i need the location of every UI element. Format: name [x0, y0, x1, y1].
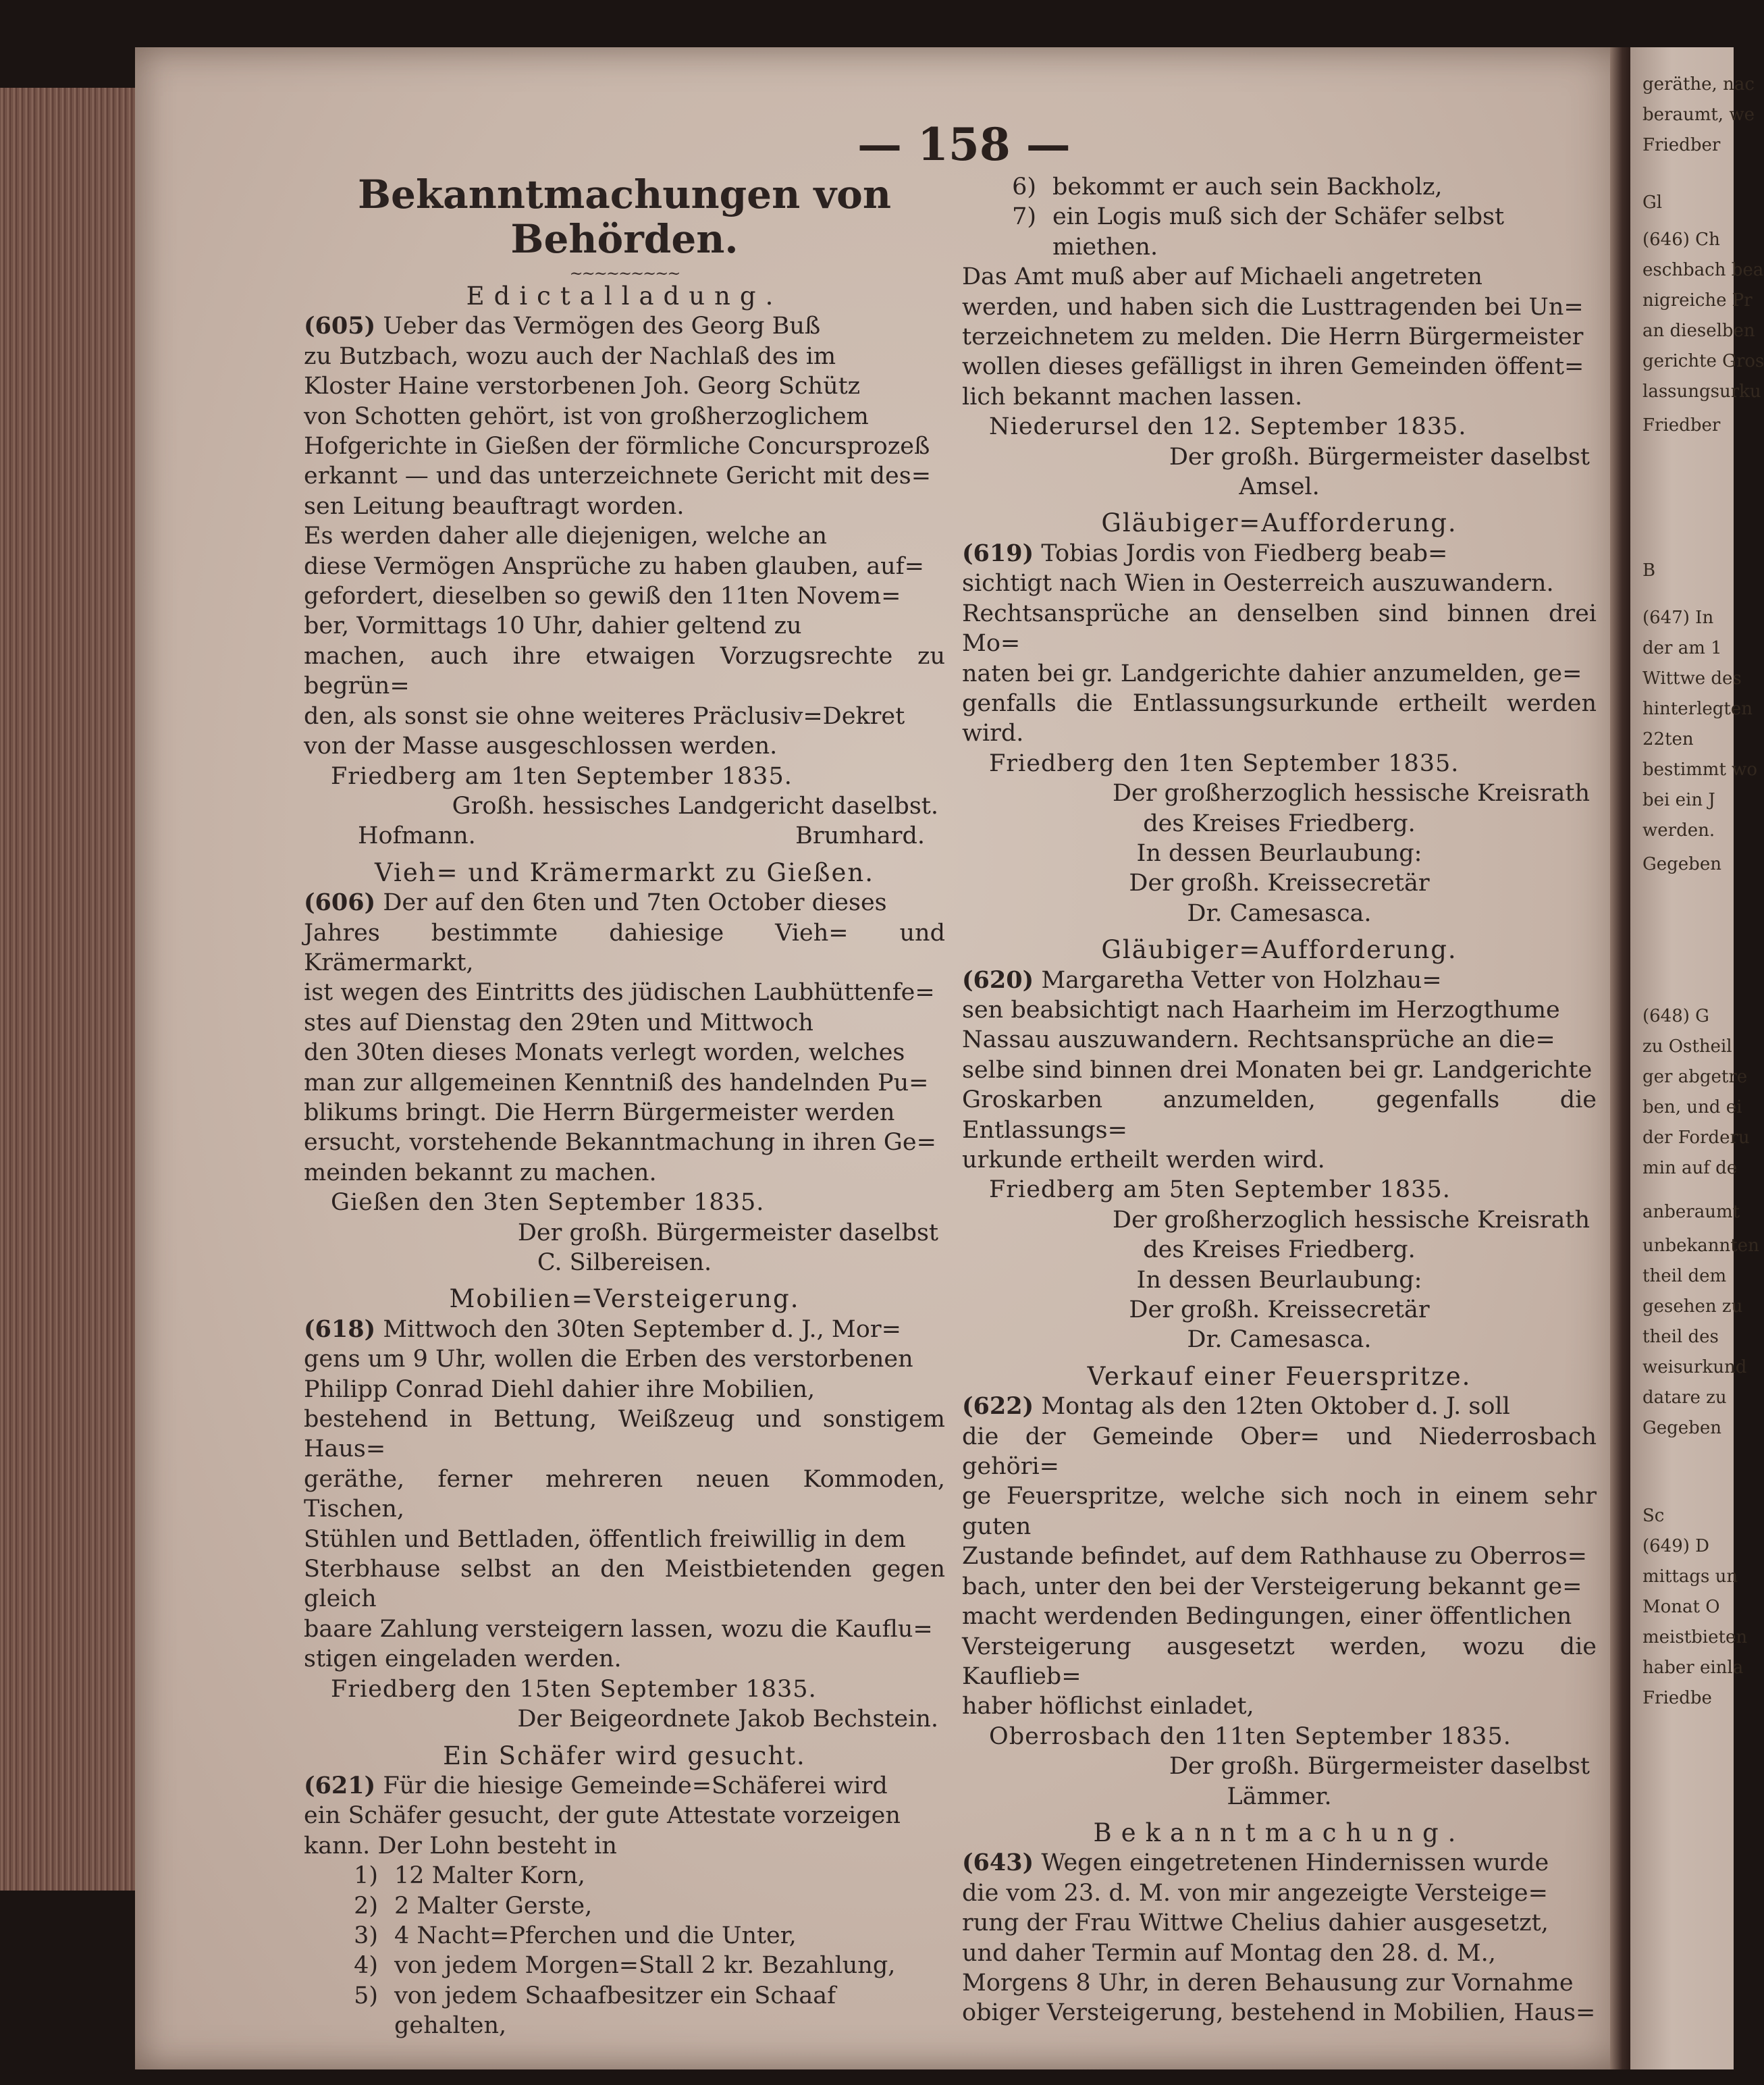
notice-signature: Der großherzoglich hessische Kreisrath: [1112, 780, 1590, 808]
next-page-text: Wittwe des: [1642, 668, 1742, 689]
next-page-text: haber einla: [1642, 1658, 1744, 1678]
text-line: Stühlen und Bettladen, öffentlich freiwillig in dem: [304, 1525, 906, 1553]
next-page-text: datare zu: [1642, 1388, 1727, 1408]
text-line: ist wegen des Eintritts des jüdischen Laubhüttenfe=: [304, 979, 935, 1007]
text-line: gens um 9 Uhr, wollen die Erben des verstorbenen: [304, 1346, 913, 1373]
list-item: 6) bekommt er auch sein Backholz,: [1012, 174, 1443, 201]
signatory-name: Hofmann.: [358, 822, 476, 850]
text-line: Kloster Haine verstorbenen Joh. Georg Schütz: [304, 373, 861, 400]
notice-605: [304, 282, 945, 851]
text-line: stigen eingeladen werden.: [304, 1645, 622, 1673]
text-line: obiger Versteigerung, bestehend in Mobilien, Haus=: [962, 1999, 1596, 2027]
text-line: wollen dieses gefälligst in ihren Gemeinden öffent=: [962, 353, 1584, 381]
notice-heading: Verkauf einer Feuerspritze.: [1087, 1361, 1472, 1391]
text-line: ersucht, vorstehende Bekanntmachung in ihren Ge=: [304, 1129, 936, 1157]
text-line: selbe sind binnen drei Monaten bei gr. Landgerichte: [962, 1056, 1593, 1084]
notice-number: (621): [304, 1771, 376, 1799]
next-page-text: der am 1: [1642, 638, 1722, 658]
text-line: meinden bekannt zu machen.: [304, 1159, 657, 1186]
text-line: bestehend in Bettung, Weißzeug und sonstigem Haus=: [304, 1406, 945, 1463]
text-line: lich bekannt machen lassen.: [962, 383, 1303, 411]
next-page-text: nigreiche Pr: [1642, 290, 1753, 311]
list-item: 7) ein Logis muß sich der Schäfer selbst miethen.: [1012, 203, 1505, 261]
notice-date: Friedberg den 1ten September 1835.: [989, 749, 1460, 777]
text-line: zu Butzbach, wozu auch der Nachlaß des im: [304, 342, 836, 370]
next-page-text: (649) D: [1642, 1536, 1710, 1556]
notice-622: [962, 1362, 1597, 1812]
text-line: Morgens 8 Uhr, in deren Behausung zur Vornahme: [962, 1969, 1574, 1997]
text-line: Zustande befindet, auf dem Rathhause zu Oberros=: [962, 1543, 1588, 1571]
next-page-text: der Forderu: [1642, 1128, 1750, 1148]
next-page-text: werden.: [1642, 820, 1715, 841]
notice-body: [962, 1392, 1597, 1721]
text-line: (620) Margaretha Vetter von Holzhau=: [962, 966, 1442, 994]
notice-body: [962, 539, 1597, 749]
left-column: [304, 172, 945, 2041]
notice-heading: Bekanntmachung.: [1093, 1818, 1466, 1847]
text-line: stes auf Dienstag den 29ten und Mittwoch: [304, 1009, 813, 1036]
notice-618: [304, 1284, 945, 1734]
signatory-name: Dr. Camesasca.: [1187, 1326, 1372, 1354]
text-line: sen beabsichtigt nach Haarheim im Herzogthume: [962, 996, 1560, 1024]
text-line: urkunde ertheilt werden wird.: [962, 1146, 1325, 1173]
notice-number: (606): [304, 889, 376, 917]
notice-619: [962, 508, 1597, 928]
list-item: 3) 4 Nacht=Pferchen und die Unter,: [354, 1922, 797, 1949]
notice-signature: des Kreises Friedberg.: [1143, 1236, 1416, 1264]
notice-heading: Ein Schäfer wird gesucht.: [443, 1741, 806, 1770]
text-line: genfalls die Entlassungsurkunde ertheilt werden wird.: [962, 689, 1597, 747]
next-page-text: ger abgetre: [1642, 1067, 1748, 1087]
notice-signature: Der großh. Bürgermeister daselbst: [517, 1219, 938, 1246]
book-gutter: [1610, 47, 1630, 2069]
notice-date: Friedberg den 15ten September 1835.: [331, 1675, 817, 1703]
text-line: ber, Vormittags 10 Uhr, dahier geltend zu: [304, 612, 802, 640]
text-line: baare Zahlung versteigern lassen, wozu die Kauflu=: [304, 1615, 933, 1643]
next-page-text: mittags un: [1642, 1566, 1738, 1587]
next-page-text: Gegeben: [1642, 1418, 1721, 1438]
notice-number: (643): [962, 1849, 1034, 1877]
notice-number: (605): [304, 312, 376, 340]
text-line: erkannt — und das unterzeichnete Gericht mit des=: [304, 463, 932, 490]
notice-signature: Der großherzoglich hessische Kreisrath: [1112, 1206, 1590, 1234]
text-line: (643) Wegen eingetretenen Hindernissen wurde: [962, 1849, 1549, 1877]
next-page-text: meistbieten: [1642, 1627, 1748, 1647]
text-line: (606) Der auf den 6ten und 7ten October dieses: [304, 889, 887, 917]
text-line: die vom 23. d. M. von mir angezeigte Versteige=: [962, 1879, 1548, 1907]
text-line: den 30ten dieses Monats verlegt worden, welches: [304, 1039, 905, 1067]
next-page-text: zu Ostheil: [1642, 1036, 1732, 1057]
notice-body: [304, 1315, 945, 1674]
text-line: (622) Montag als den 12ten Oktober d. J. soll: [962, 1392, 1510, 1421]
notice-signature: Der großh. Kreissecretär: [1129, 1296, 1430, 1324]
notice-heading: Gläubiger=Aufforderung.: [1101, 508, 1458, 538]
notice-number: (622): [962, 1392, 1034, 1421]
text-line: (619) Tobias Jordis von Fiedberg beab=: [962, 539, 1448, 567]
notice-number: (620): [962, 966, 1034, 994]
notice-body: [304, 1771, 945, 1861]
signatory-name: Lämmer.: [1227, 1783, 1332, 1810]
notice-number: (619): [962, 539, 1034, 567]
next-page-text: beraumt, we: [1642, 105, 1755, 125]
notice-621-continued: [962, 172, 1597, 502]
text-line: (605) Ueber das Vermögen des Georg Buß: [304, 312, 821, 340]
text-line: (618) Mittwoch den 30ten September d. J., Mor=: [304, 1315, 901, 1343]
notice-number: (618): [304, 1315, 376, 1343]
next-page-text: (648) G: [1642, 1006, 1709, 1026]
text-line: gefordert, dieselben so gewiß den 11ten Novem=: [304, 583, 901, 610]
signatory-name: Amsel.: [1239, 473, 1320, 501]
next-page-text: 22ten: [1642, 729, 1694, 749]
text-line: von der Masse ausgeschlossen werden.: [304, 733, 778, 760]
text-line: den, als sonst sie ohne weiteres Präclusiv=Dekret: [304, 702, 905, 730]
next-page-text: eschbach bea: [1642, 260, 1764, 280]
wage-list: [304, 1861, 945, 2040]
text-line: Nassau auszuwandern. Rechtsansprüche an die=: [962, 1026, 1555, 1054]
notice-body: [962, 262, 1597, 412]
next-page-text: an dieselben: [1642, 321, 1755, 341]
notice-signature: Der Beigeordnete Jakob Bechstein.: [517, 1706, 938, 1733]
next-page-text: unbekannten: [1642, 1236, 1759, 1256]
next-page-text: Gl: [1642, 192, 1663, 213]
text-line: die der Gemeinde Ober= und Niederrosbach gehöri=: [962, 1423, 1597, 1481]
list-item: 5) von jedem Schaafbesitzer ein Schaaf gehalten,: [354, 1982, 836, 2040]
next-page-fragment: [1630, 47, 1764, 2069]
notice-621: [304, 1741, 945, 2041]
notice-heading: Edictalladung.: [466, 282, 783, 311]
text-line: Groskarben anzumelden, gegenfalls die Entlassungs=: [962, 1086, 1597, 1144]
notice-heading: Mobilien=Versteigerung.: [449, 1284, 800, 1314]
text-line: ein Schäfer gesucht, der gute Attestate vorzeigen: [304, 1802, 901, 1830]
list-item: 2) 2 Malter Gerste,: [354, 1892, 593, 1920]
ornament-divider: ~~~~~~~~~: [569, 264, 680, 283]
signatory-names: [304, 821, 945, 851]
section-title: Bekanntmachungen von Behörden.: [358, 171, 891, 262]
next-page-text: Sc: [1642, 1506, 1665, 1526]
text-line: Rechtsansprüche an denselben sind binnen drei Mo=: [962, 600, 1597, 658]
text-line: Hofgerichte in Gießen der förmliche Concursprozeß: [304, 433, 930, 460]
text-line: bach, unter den bei der Versteigerung bekannt ge=: [962, 1573, 1582, 1600]
text-line: Jahres bestimmte dahiesige Vieh= und Krämermarkt,: [304, 919, 945, 976]
next-page-text: gerichte Gros: [1642, 351, 1764, 371]
text-line: terzeichnetem zu melden. Die Herrn Bürgermeister: [962, 323, 1584, 351]
notice-date: Gießen den 3ten September 1835.: [331, 1189, 765, 1217]
next-page-text: (647) In: [1642, 608, 1714, 628]
text-line: rung der Frau Wittwe Chelius dahier ausgesetzt,: [962, 1909, 1549, 1937]
notice-date: Oberrosbach den 11ten September 1835.: [989, 1722, 1512, 1750]
next-page-text: Friedbe: [1642, 1688, 1712, 1708]
notice-620: [962, 935, 1597, 1355]
next-page-text: ben, und ei: [1642, 1097, 1742, 1117]
text-line: man zur allgemeinen Kenntniß des handelnden Pu=: [304, 1069, 929, 1097]
text-line: blikums bringt. Die Herrn Bürgermeister werden: [304, 1099, 895, 1126]
next-page-text: bei ein J: [1642, 790, 1715, 810]
text-line: macht werdenden Bedingungen, einer öffentlichen: [962, 1603, 1572, 1631]
text-line: (621) Für die hiesige Gemeinde=Schäferei wird: [304, 1771, 888, 1799]
book-edge: [0, 88, 139, 1891]
text-line: sichtigt nach Wien in Oesterreich auszuwandern.: [962, 570, 1554, 598]
notice-body: [304, 888, 945, 1188]
page-number: — 158 —: [857, 118, 1071, 171]
text-line: Versteigerung ausgesetzt werden, wozu die Kauflieb=: [962, 1633, 1597, 1690]
notice-date: Niederursel den 12. September 1835.: [989, 413, 1467, 441]
signatory-name: Brumhard.: [795, 822, 925, 850]
text-line: haber höflichst einladet,: [962, 1693, 1254, 1720]
notice-date: Friedberg am 5ten September 1835.: [989, 1176, 1451, 1204]
text-line: von Schotten gehört, ist von großherzoglichem: [304, 402, 869, 430]
next-page-text: hinterlegten: [1642, 699, 1753, 719]
notice-signature: des Kreises Friedberg.: [1143, 810, 1416, 837]
list-item: 1) 12 Malter Korn,: [354, 1862, 585, 1890]
next-page-text: (646) Ch: [1642, 230, 1720, 250]
list-item: 4) von jedem Morgen=Stall 2 kr. Bezahlung,: [354, 1952, 896, 1980]
right-column: [962, 172, 1597, 2028]
next-page-text: Friedber: [1642, 135, 1721, 155]
next-page-text: B: [1642, 560, 1656, 581]
notice-signature: In dessen Beurlaubung:: [1136, 1266, 1422, 1294]
notice-606: [304, 858, 945, 1278]
next-page-text: gesehen zu: [1642, 1296, 1743, 1317]
notice-signature: Großh. hessisches Landgericht daselbst.: [452, 792, 938, 820]
next-page-text: anberaumt: [1642, 1202, 1740, 1222]
next-page-text: geräthe, nac: [1642, 74, 1755, 95]
next-page-text: min auf de: [1642, 1158, 1738, 1178]
next-page-text: lassungsurku: [1642, 381, 1761, 402]
next-page-text: theil des: [1642, 1327, 1719, 1347]
text-line: machen, auch ihre etwaigen Vorzugsrechte zu begrün=: [304, 642, 945, 700]
notice-date: Friedberg am 1ten September 1835.: [331, 762, 793, 790]
next-page-text: bestimmt wo: [1642, 760, 1758, 780]
text-line: diese Vermögen Ansprüche zu haben glauben, auf=: [304, 552, 925, 580]
text-line: naten bei gr. Landgerichte dahier anzumelden, ge=: [962, 660, 1582, 687]
text-line: sen Leitung beauftragt worden.: [304, 492, 685, 520]
text-line: Sterbhause selbst an den Meistbietenden gegen gleich: [304, 1556, 945, 1613]
text-line: geräthe, ferner mehreren neuen Kommoden, Tischen,: [304, 1465, 945, 1523]
text-line: ge Feuerspritze, welche sich noch in einem sehr guten: [962, 1483, 1597, 1540]
notice-heading: Vieh= und Krämermarkt zu Gießen.: [374, 857, 874, 887]
notice-body: [962, 1848, 1597, 2028]
next-page-text: Friedber: [1642, 415, 1721, 436]
notice-body: [962, 966, 1597, 1176]
next-page-text: weisurkund: [1642, 1357, 1747, 1377]
signatory-name: Dr. Camesasca.: [1187, 899, 1372, 927]
text-line: kann. Der Lohn besteht in: [304, 1832, 617, 1859]
notice-signature: Der großh. Bürgermeister daselbst: [1169, 1753, 1590, 1780]
text-line: und daher Termin auf Montag den 28. d. M.,: [962, 1939, 1496, 1967]
next-page-text: theil dem: [1642, 1266, 1727, 1286]
notice-signature: Der großh. Kreissecretär: [1129, 870, 1430, 897]
text-line: Es werden daher alle diejenigen, welche an: [304, 523, 828, 550]
next-page-text: Gegeben: [1642, 854, 1721, 874]
notice-body: [304, 311, 945, 761]
notice-643: [962, 1818, 1597, 2028]
wage-list: [962, 172, 1597, 262]
notice-heading: Gläubiger=Aufforderung.: [1101, 935, 1458, 965]
notice-signature: In dessen Beurlaubung:: [1136, 839, 1422, 867]
text-line: werden, und haben sich die Lusttragenden bei Un=: [962, 293, 1584, 321]
signatory-name: C. Silbereisen.: [537, 1249, 712, 1276]
next-page-text: Monat O: [1642, 1597, 1720, 1617]
text-line: Philipp Conrad Diehl dahier ihre Mobilien,: [304, 1375, 816, 1403]
text-line: Das Amt muß aber auf Michaeli angetreten: [962, 263, 1482, 291]
notice-signature: Der großh. Bürgermeister daselbst: [1169, 443, 1590, 471]
